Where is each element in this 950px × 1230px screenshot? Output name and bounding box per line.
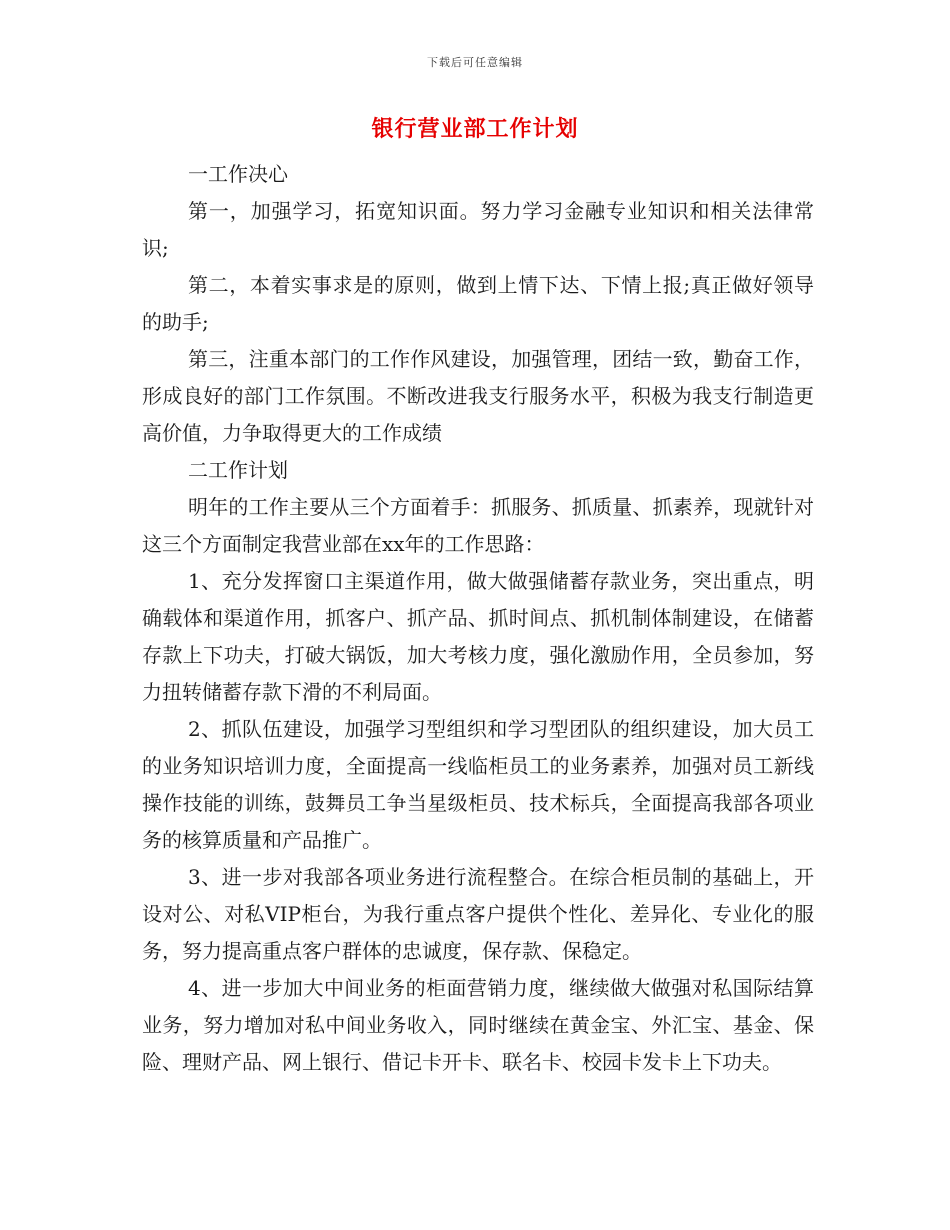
document-body (142, 156, 814, 1081)
section-heading-work-plan: 二工作计划 (188, 458, 288, 482)
paragraph-7: 3、进一步对我部各项业务进行流程整合。在综合柜员制的基础上，开设对公、对私VIP柜台，为我行重点客户提供个性化、差异化、专业化的服务，努力提高重点客户群体的忠诚度，保存款、保稳定。 (142, 865, 814, 963)
paragraph-6: 2、抓队伍建设，加强学习型组织和学习型团队的组织建设，加大员工的业务知识培训力度，全面提高一线临柜员工的业务素养，加强对员工新线操作技能的训练，鼓舞员工争当星级柜员、技术标兵，全面提高我部各项业务的核算质量和产品推广。 (142, 717, 814, 852)
paragraph-3: 第三，注重本部门的工作作风建设，加强管理，团结一致，勤奋工作，形成良好的部门工作氛围。不断改进我支行服务水平，积极为我支行制造更高价值，力争取得更大的工作成绩 (142, 347, 814, 445)
paragraph-1: 第一，加强学习，拓宽知识面。努力学习金融专业知识和相关法律常识; (142, 199, 814, 260)
page-header-note: 下载后可任意编辑 (427, 56, 523, 69)
paragraph-8: 4、进一步加大中间业务的柜面营销力度，继续做大做强对私国际结算业务，努力增加对私中间业务收入，同时继续在黄金宝、外汇宝、基金、保险、理财产品、网上银行、借记卡开卡、联名卡、校园卡发卡上下功夫。 (142, 976, 814, 1074)
paragraph-4: 明年的工作主要从三个方面着手：抓服务、抓质量、抓素养，现就针对这三个方面制定我营业部在xx年的工作思路： (142, 495, 814, 556)
document-title: 银行营业部工作计划 (371, 117, 579, 142)
paragraph-5: 1、充分发挥窗口主渠道作用，做大做强储蓄存款业务，突出重点，明确载体和渠道作用，抓客户、抓产品、抓时间点、抓机制体制建设，在储蓄存款上下功夫，打破大锅饭，加大考核力度，强化激励作用，全员参加，努力扭转储蓄存款下滑的不利局面。 (142, 569, 814, 704)
section-heading-work-resolve: 一工作决心 (188, 162, 288, 186)
paragraph-2: 第二，本着实事求是的原则，做到上情下达、下情上报;真正做好领导的助手; (142, 273, 814, 334)
